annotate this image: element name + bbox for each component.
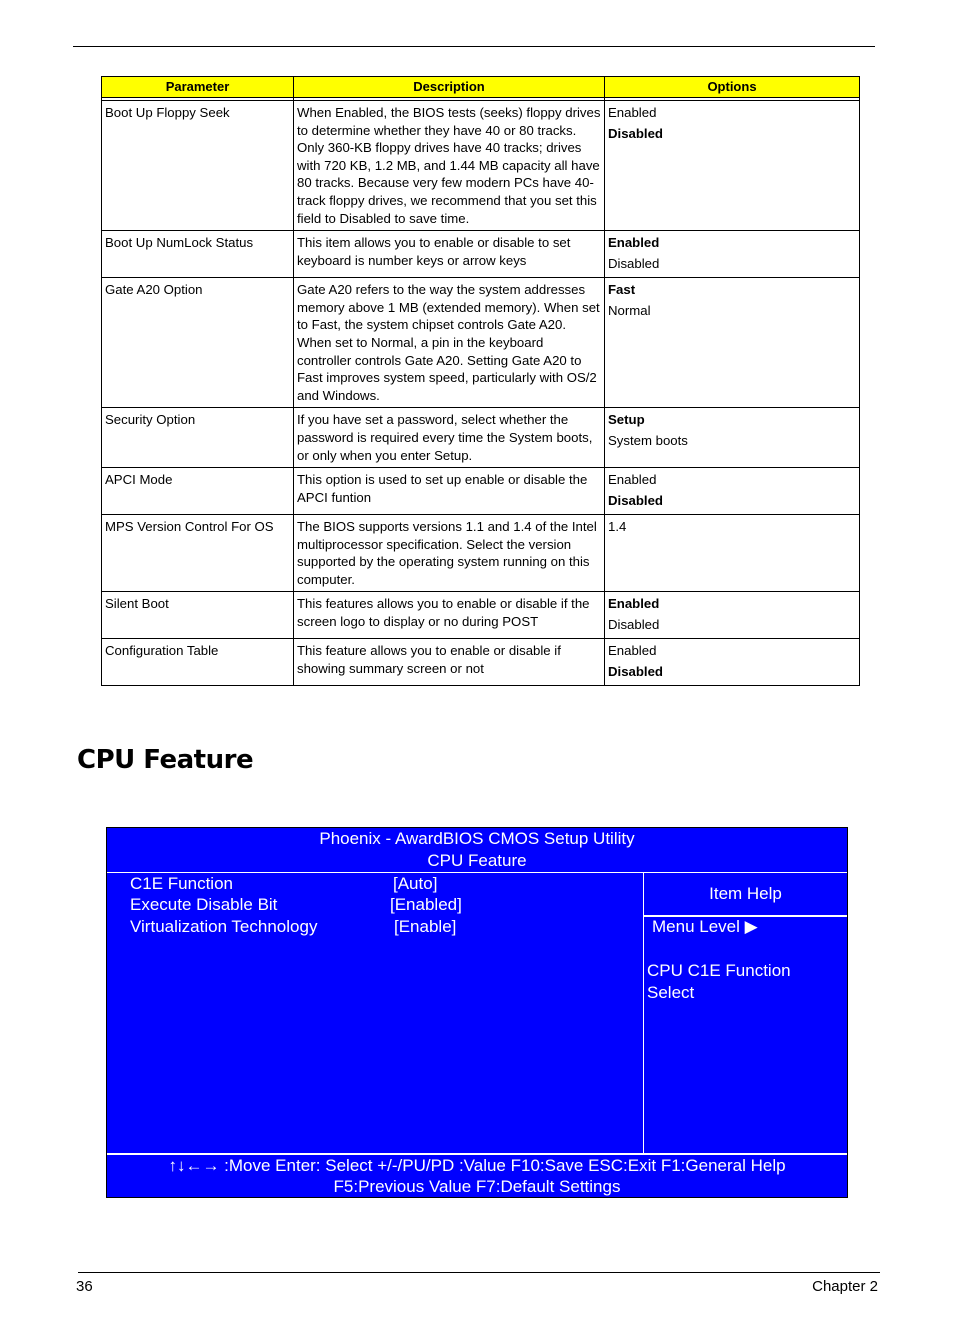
option: Disabled (608, 256, 660, 272)
option: Disabled (608, 617, 660, 633)
default-option: Enabled (608, 596, 660, 612)
help-text (647, 960, 842, 1003)
bios-item-label: Virtualization Technology (130, 917, 318, 936)
options-cell (605, 101, 860, 231)
bios-item-c1e-function[interactable] (130, 873, 630, 895)
options-cell (605, 278, 860, 408)
table-row (102, 101, 860, 231)
menu-level: Menu Level ▶ (652, 917, 758, 936)
parameter-cell: Boot Up Floppy Seek (102, 101, 294, 231)
option: Enabled (608, 472, 657, 488)
header-parameter: Parameter (102, 77, 294, 98)
table-row (102, 278, 860, 408)
section-title: CPU Feature (77, 745, 254, 775)
bios-item-value: [Auto] (393, 874, 438, 893)
description-cell: This option is used to set up enable or disable the APCI funtion (294, 468, 605, 515)
help-text-line: Select (647, 982, 695, 1002)
description-cell: When Enabled, the BIOS tests (seeks) floppy drives to determine whether they have 40 or 80 tracks. Only 360-KB floppy drives have 40 tracks; drives with 720 KB, 1.2 MB, and 1.44 MB capacity all have 80 tracks. Because very few modern PCs have 40-track floppy drives, we recommend that you set this field to Disabled to save time. (294, 101, 605, 231)
bios-item-virtualization-technology[interactable] (130, 916, 630, 938)
bios-item-execute-disable-bit[interactable] (130, 894, 630, 916)
default-option: Disabled (608, 493, 663, 509)
options-cell (605, 515, 860, 592)
description-cell: This item allows you to enable or disable to set keyboard is number keys or arrow keys (294, 231, 605, 278)
bios-item-label: Execute Disable Bit (130, 895, 278, 914)
bios-key-legend (107, 1155, 847, 1197)
option: Normal (608, 303, 651, 319)
header-options: Options (605, 77, 860, 98)
chapter-label: Chapter 2 (812, 1278, 878, 1295)
bios-item-list (107, 873, 643, 1153)
table-row (102, 592, 860, 639)
parameter-cell: APCI Mode (102, 468, 294, 515)
item-help-heading: Item Help (644, 873, 847, 917)
bios-setup-screen (106, 827, 848, 1198)
parameter-table (101, 76, 860, 686)
bios-item-value: [Enabled] (390, 895, 462, 914)
parameter-cell: MPS Version Control For OS (102, 515, 294, 592)
header-description: Description (294, 77, 605, 98)
option: Enabled (608, 105, 657, 120)
option: 1.4 (608, 519, 627, 535)
key-legend-line: F5:Previous Value F7:Default Settings (333, 1177, 621, 1196)
description-cell: The BIOS supports versions 1.1 and 1.4 of the Intel multiprocessor specification. Select the version supported by the operating system running on this computer. (294, 515, 605, 592)
options-cell (605, 408, 860, 468)
option: Enabled (608, 643, 657, 659)
bios-title: Phoenix - AwardBIOS CMOS Setup Utility (319, 829, 635, 848)
page-number: 36 (76, 1278, 93, 1295)
bios-item-label: C1E Function (130, 874, 233, 893)
options-cell (605, 639, 860, 686)
description-cell: This features allows you to enable or disable if the screen logo to display or no during POST (294, 592, 605, 639)
parameter-cell: Gate A20 Option (102, 278, 294, 408)
parameter-cell: Silent Boot (102, 592, 294, 639)
bios-help-panel (644, 873, 847, 1153)
table-row (102, 468, 860, 515)
options-cell (605, 592, 860, 639)
description-cell: This feature allows you to enable or disable if showing summary screen or not (294, 639, 605, 686)
table-row (102, 639, 860, 686)
description-cell: Gate A20 refers to the way the system addresses memory above 1 MB (extended memory). When set to Fast, the system chipset controls Gate A20. When set to Normal, a pin in the keyboard controller controls Gate A20. Setting Gate A20 to Fast improves system speed, particularly with OS/2 and Windows. (294, 278, 605, 408)
bios-item-value: [Enable] (394, 917, 457, 936)
key-legend-line: ↑↓←→ :Move Enter: Select +/-/PU/PD :Value F10:Save ESC:Exit F1:General Help (168, 1156, 786, 1175)
bios-header (107, 828, 847, 872)
footer-rule (78, 1272, 880, 1273)
description-cell: If you have set a password, select whether the password is required every time the System boots, or only when you enter Setup. (294, 408, 605, 468)
default-option: Disabled (608, 664, 663, 680)
bios-subtitle: CPU Feature (427, 851, 527, 870)
option: System boots (608, 433, 688, 449)
options-cell (605, 231, 860, 278)
default-option: Disabled (608, 126, 663, 141)
parameter-cell: Boot Up NumLock Status (102, 231, 294, 278)
parameter-cell: Configuration Table (102, 639, 294, 686)
table-row (102, 231, 860, 278)
table-row (102, 408, 860, 468)
table-row (102, 515, 860, 592)
help-text-line: CPU C1E Function (647, 961, 791, 980)
header-rule (73, 46, 875, 47)
default-option: Fast (608, 282, 636, 298)
options-cell (605, 468, 860, 515)
default-option: Setup (608, 412, 645, 428)
default-option: Enabled (608, 235, 660, 251)
parameter-cell: Security Option (102, 408, 294, 468)
